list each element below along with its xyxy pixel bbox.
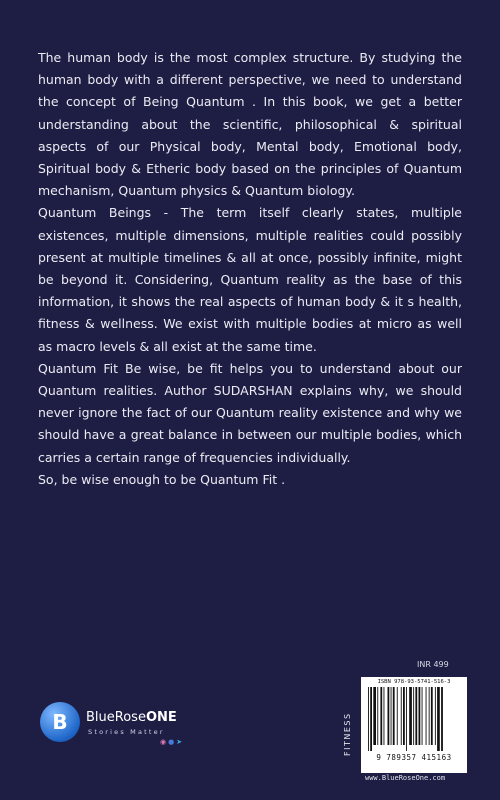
brand-name-part2: ONE	[145, 710, 177, 725]
brand-name-part1: BlueRose	[86, 710, 146, 725]
publisher-logo	[40, 702, 190, 752]
twitter-icon: ➤	[176, 738, 183, 746]
blurb-paragraph: So, be wise enough to be Quantum Fit .	[38, 471, 286, 487]
blurb-paragraph: The human body is the most complex structure. By studying the human body with a different perspective, we need to understand the concept of Being Quantum . In this book, we get a better understanding about the scientific, philosophical & spiritual aspects of our Physical body, Mental body, Emotional body, Spiritual body & Etheric body based on the principles of Quantum mechanism, Quantum physics & Quantum biology.	[38, 50, 462, 199]
blurb-paragraph: Quantum Beings - The term itself clearly states, multiple existences, multiple dimensions, multiple realities could possibly present at multiple timelines & all at once, possibly infinite, might be beyond it. Considering, Quantum reality as the base of this information, it shows the real aspects of human body & it s health, fitness & wellness. We exist with multiple bodies at micro as well as macro levels & all exist at the same time.	[38, 205, 462, 354]
genre-label: FITNESS	[343, 712, 352, 756]
facebook-icon: ●	[168, 738, 175, 746]
social-icons	[160, 738, 184, 746]
publisher-name	[86, 710, 177, 725]
isbn-label: ISBN 978-93-5741-516-3	[377, 679, 451, 685]
back-cover-blurb	[38, 47, 462, 491]
instagram-icon: ◉	[160, 738, 167, 746]
isbn-number: 9 789357 415163	[376, 753, 452, 762]
blurb-paragraph: Quantum Fit Be wise, be fit helps you to understand about our Quantum realities. Author SUDARSHAN explains why, we should never ignore the fact of our Quantum reality existence and why we should have a great balance in between our multiple bodies, which carries a certain range of frequencies individually.	[38, 360, 462, 465]
barcode-graphic	[364, 687, 464, 751]
publisher-tagline: Stories Matter	[88, 728, 165, 736]
publisher-website: www.BlueRoseOne.com	[365, 774, 446, 782]
isbn-barcode	[361, 677, 467, 773]
logo-circle-icon: B	[40, 702, 80, 742]
price-label: INR 499	[417, 660, 449, 669]
